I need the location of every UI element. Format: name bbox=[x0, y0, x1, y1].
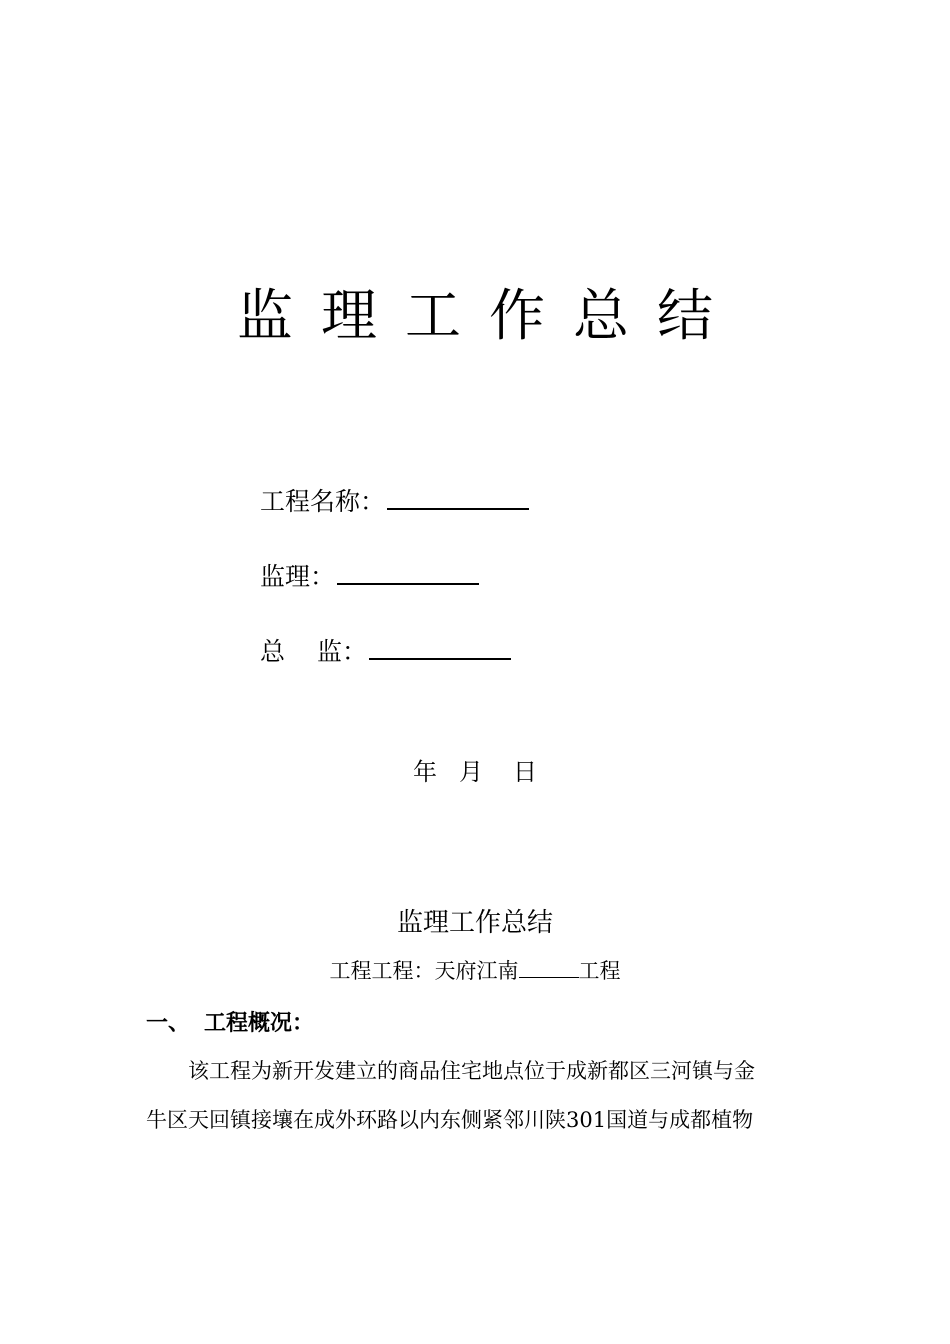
section-number: 一、 bbox=[146, 1011, 191, 1036]
project-name-label: 工程名称： bbox=[260, 487, 386, 516]
summary-title: 监理工作总结 bbox=[396, 908, 553, 938]
section-heading-text: 工程概况： bbox=[204, 1011, 315, 1036]
chief-supervisor-blank bbox=[369, 632, 511, 660]
date-year: 年 bbox=[413, 758, 437, 786]
date-line bbox=[0, 756, 950, 788]
section-heading bbox=[146, 1008, 314, 1040]
chief-supervisor-label-a: 总 bbox=[260, 637, 286, 666]
project-name-field bbox=[260, 482, 529, 519]
project-blank bbox=[519, 955, 579, 978]
project-line bbox=[0, 955, 950, 986]
supervision-field bbox=[260, 557, 479, 594]
cover-title: 监理工作总结 bbox=[237, 284, 741, 349]
project-name-blank bbox=[387, 482, 529, 510]
project-suffix: 工程 bbox=[578, 959, 621, 983]
date-day: 日 bbox=[513, 758, 537, 786]
supervision-blank bbox=[337, 557, 479, 585]
date-month: 月 bbox=[459, 758, 483, 786]
chief-supervisor-label-b: 监： bbox=[317, 637, 368, 666]
paragraph-line-1: 该工程为新开发建立的商品住宅地点位于成新都区三河镇与金 bbox=[188, 1059, 755, 1083]
project-prefix: 工程工程：天府江南 bbox=[329, 959, 519, 983]
chief-supervisor-field bbox=[260, 632, 511, 669]
supervision-label: 监理： bbox=[260, 562, 336, 591]
paragraph-line-2: 牛区天回镇接壤在成外环路以内东侧紧邻川陕301国道与成都植物 bbox=[146, 1108, 754, 1132]
